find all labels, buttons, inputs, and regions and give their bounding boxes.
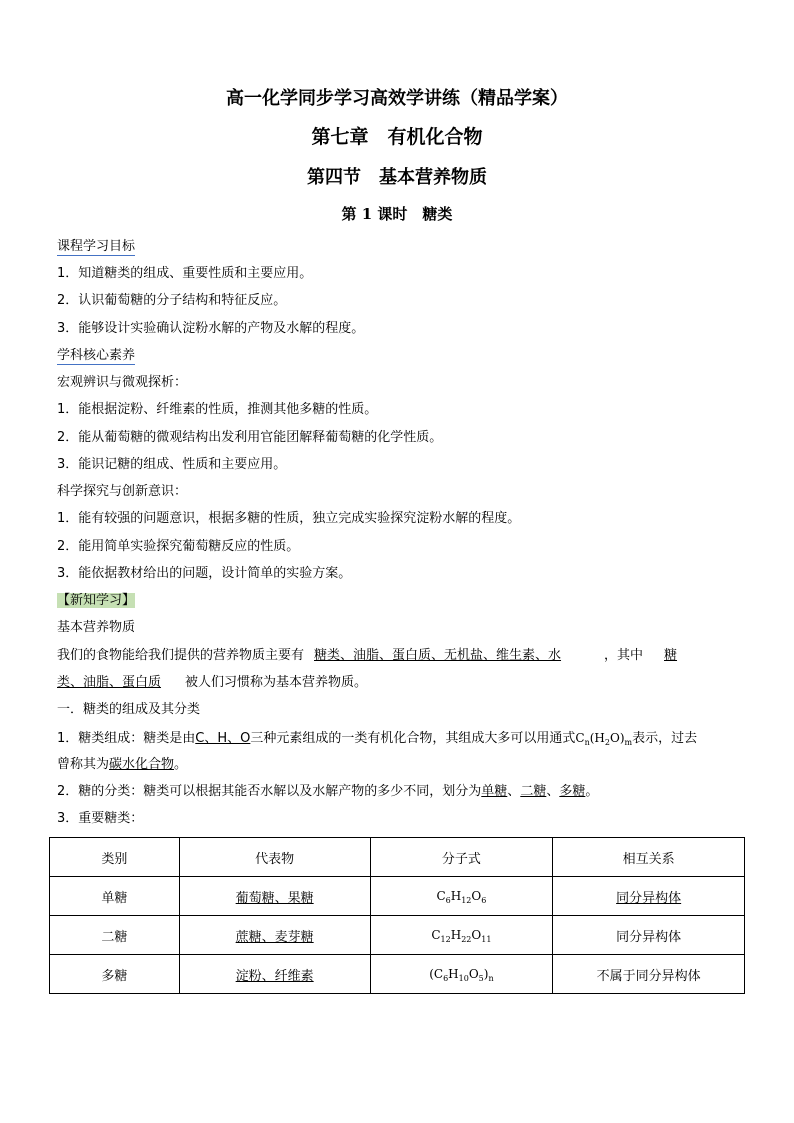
literacy-item: 2．能从葡萄糖的微观结构出发利用官能团解释葡萄糖的化学性质。	[57, 430, 443, 445]
general-formula: $C_n(H_2O)_m$	[575, 731, 633, 747]
answer-blank: 类、油脂、蛋白质	[57, 675, 162, 690]
lesson-title: 第 1 课时 糖类	[341, 205, 453, 223]
table-cell-formula: $(C_6H_{10}O_5)_n$	[370, 955, 553, 994]
paragraph-line: 1．糖类组成：糖类是由C、H、O三种元素组成的一类有机化合物，其组成大多可以用通式$C_n(H_2O)_m$表示，过去	[57, 731, 698, 747]
table-header-cell: 代表物	[179, 838, 370, 877]
paragraph-line: 3．重要糖类：	[57, 811, 144, 826]
section-title: 第四节 基本营养物质	[307, 167, 487, 188]
topic-label: 基本营养物质	[57, 620, 136, 635]
table-header-cell: 相互关系	[553, 838, 745, 877]
table-header-cell: 分子式	[370, 838, 553, 877]
paragraph-line: 我们的食物能给我们提供的营养物质主要有 糖类、油脂、蛋白质、无机盐、维生素、水 ，其中 糖	[57, 648, 678, 663]
literacy-item: 1．能根据淀粉、纤维素的性质，推测其他多糖的性质。	[57, 402, 378, 417]
chapter-title: 第七章 有机化合物	[311, 126, 483, 148]
literacy-item: 3．能依据教材给出的问题，设计简单的实验方案。	[57, 566, 352, 581]
table-cell-examples: 蔗糖、麦芽糖	[179, 916, 370, 955]
literacy-item: 3．能识记糖的组成、性质和主要应用。	[57, 457, 287, 472]
literacy-item: 2．能用简单实验探究葡萄糖反应的性质。	[57, 539, 300, 554]
table-cell-category: 单糖	[50, 877, 180, 916]
sugar-table	[49, 837, 745, 994]
literacy-heading: 学科核心素养	[57, 348, 136, 363]
literacy-group-title: 科学探究与创新意识：	[57, 484, 188, 499]
table-header-cell: 类别	[50, 838, 180, 877]
paragraph-line: 类、油脂、蛋白质 被人们习惯称为基本营养物质。	[57, 675, 368, 690]
table-row	[50, 955, 745, 994]
literacy-group-title: 宏观辨识与微观探析：	[57, 375, 188, 390]
goals-heading: 课程学习目标	[57, 239, 136, 254]
literacy-item: 1．能有较强的问题意识，根据多糖的性质，独立完成实验探究淀粉水解的程度。	[57, 511, 521, 526]
table-row	[50, 916, 745, 955]
goal-item: 3．能够设计实验确认淀粉水解的产物及水解的程度。	[57, 321, 365, 336]
table-cell-relation: 不属于同分异构体	[553, 955, 745, 994]
table-cell-relation: 同分异构体	[553, 916, 745, 955]
series-title: 高一化学同步学习高效学讲练（精品学案）	[226, 88, 568, 109]
goal-item: 2．认识葡萄糖的分子结构和特征反应。	[57, 293, 287, 308]
paragraph-line: 曾称其为碳水化合物。	[57, 757, 188, 772]
table-cell-formula: $C_6H_{12}O_6$	[370, 877, 553, 916]
table-cell-examples: 葡萄糖、果糖	[179, 877, 370, 916]
table-row	[50, 877, 745, 916]
table-header-row	[50, 838, 745, 877]
goal-item: 1．知道糖类的组成、重要性质和主要应用。	[57, 266, 313, 281]
table-cell-relation: 同分异构体	[553, 877, 745, 916]
table-cell-category: 多糖	[50, 955, 180, 994]
new-learning-tag: 【新知学习】	[57, 593, 136, 608]
table-cell-examples: 淀粉、纤维素	[179, 955, 370, 994]
answer-blank: 糖	[664, 648, 678, 663]
paragraph-line: 2．糖的分类：糖类可以根据其能否水解以及水解产物的多少不同，划分为单糖、二糖、多糖。	[57, 784, 599, 799]
table-cell-category: 二糖	[50, 916, 180, 955]
table-cell-formula: $C_{12}H_{22}O_{11}$	[370, 916, 553, 955]
part-title: 一．糖类的组成及其分类	[57, 702, 201, 717]
answer-blank: 糖类、油脂、蛋白质、无机盐、维生素、水	[314, 648, 562, 663]
